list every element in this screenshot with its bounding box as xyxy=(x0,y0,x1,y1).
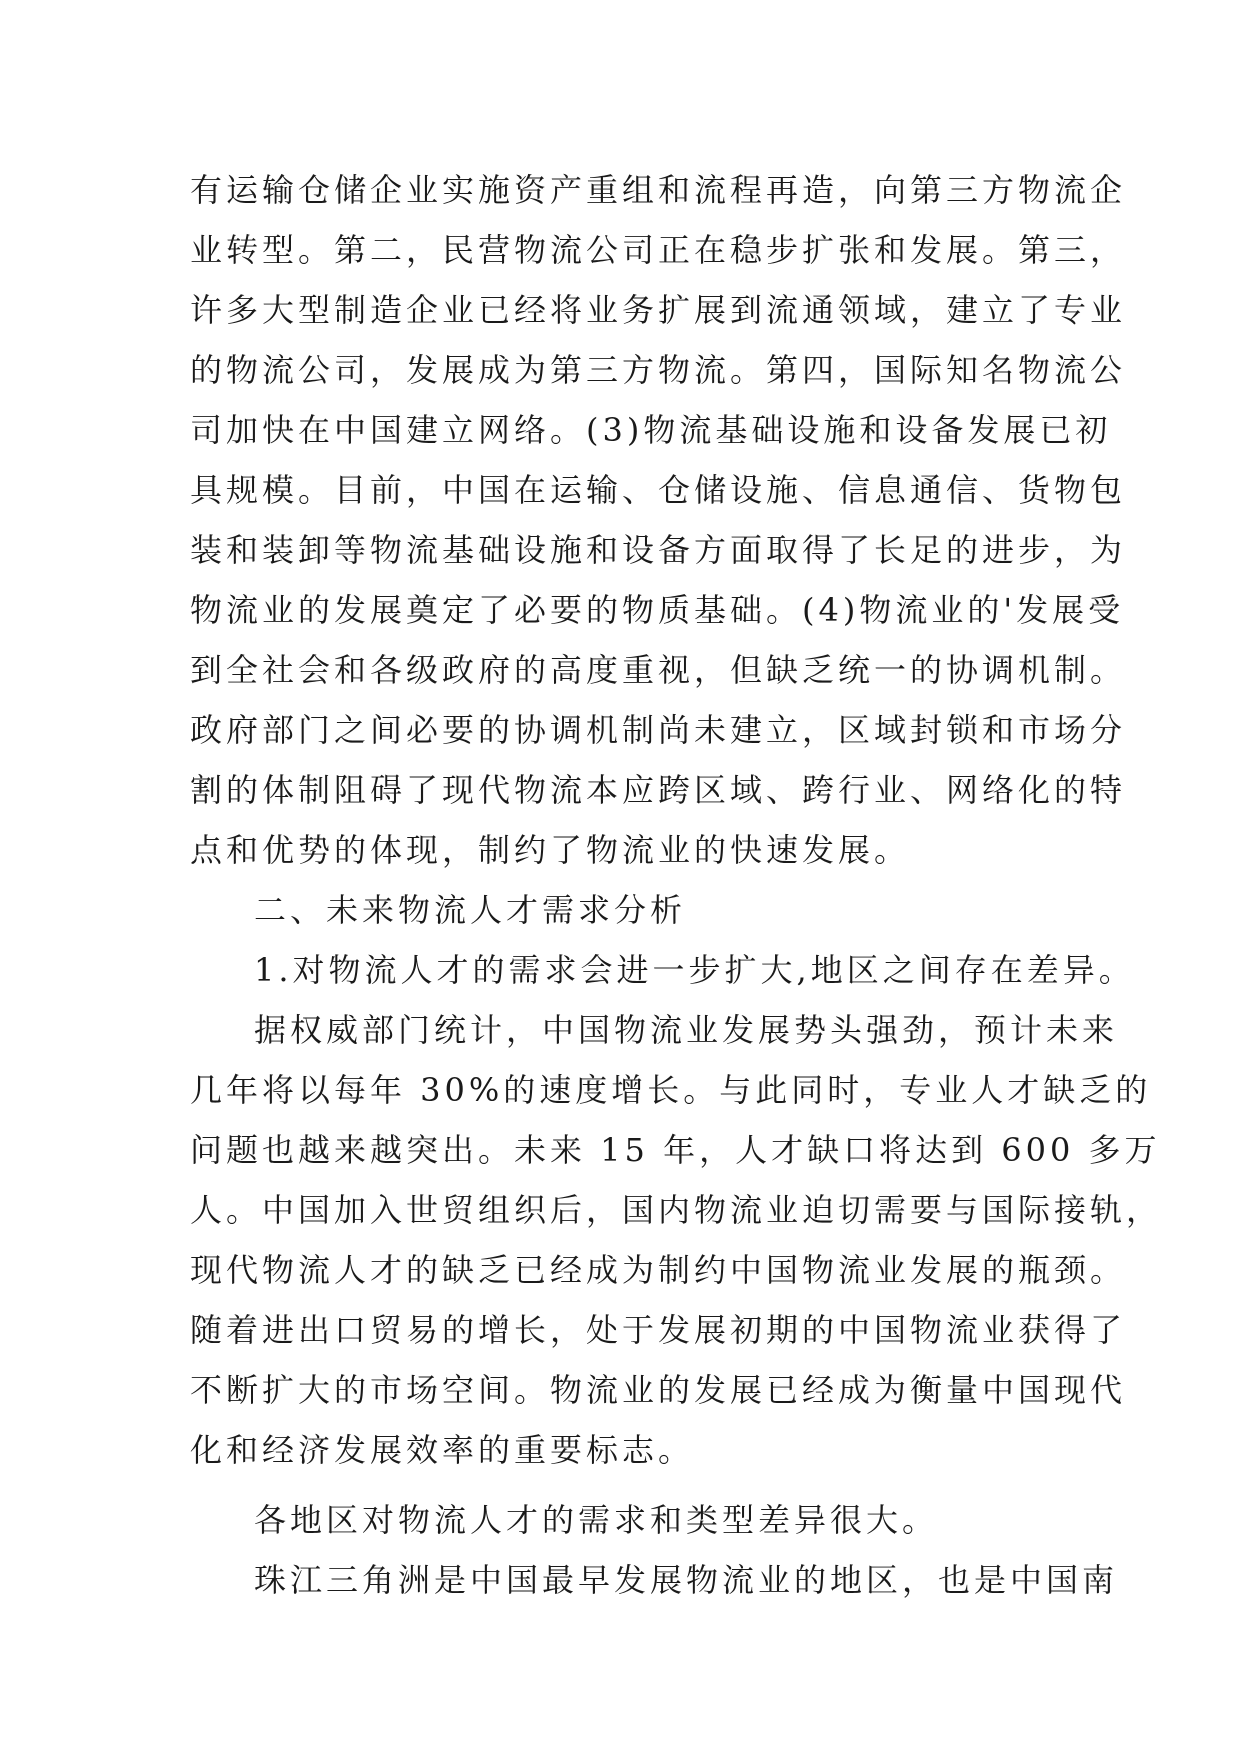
text-line: 不断扩大的市场空间。物流业的发展已经成为衡量中国现代 xyxy=(190,1371,1127,1409)
text-line: 到全社会和各级政府的高度重视，但缺乏统一的协调机制。 xyxy=(190,651,1127,689)
text-line: 点和优势的体现，制约了物流业的快速发展。 xyxy=(190,831,911,869)
text-line: 随着进出口贸易的增长，处于发展初期的中国物流业获得了 xyxy=(190,1311,1127,1349)
text-line: 有运输仓储企业实施资产重组和流程再造，向第三方物流企 xyxy=(190,171,1127,209)
text-line: 装和装卸等物流基础设施和设备方面取得了长足的进步，为 xyxy=(190,531,1127,569)
text-line: 几年将以每年 30%的速度增长。与此同时，专业人才缺乏的 xyxy=(190,1071,1152,1109)
text-line: 珠江三角洲是中国最早发展物流业的地区，也是中国南 xyxy=(254,1561,1119,1599)
document-body xyxy=(190,160,1163,1610)
text-line: 业转型。第二，民营物流公司正在稳步扩张和发展。第三， xyxy=(190,231,1127,269)
text-line: 各地区对物流人才的需求和类型差异很大。 xyxy=(254,1501,939,1539)
section-heading: 二、未来物流人才需求分析 xyxy=(254,891,687,929)
text-line: 人。中国加入世贸组织后，国内物流业迫切需要与国际接轨， xyxy=(190,1191,1163,1229)
text-line: 司加快在中国建立网络。(3)物流基础设施和设备发展已初 xyxy=(190,411,1112,449)
text-line: 具规模。目前，中国在运输、仓储设施、信息通信、货物包 xyxy=(190,471,1127,509)
text-line: 据权威部门统计，中国物流业发展势头强劲，预计未来 xyxy=(254,1011,1119,1049)
text-line: 物流业的发展奠定了必要的物质基础。(4)物流业的'发展受 xyxy=(190,591,1125,629)
text-line: 政府部门之间必要的协调机制尚未建立，区域封锁和市场分 xyxy=(190,711,1127,749)
text-line: 割的体制阻碍了现代物流本应跨区域、跨行业、网络化的特 xyxy=(190,771,1127,809)
text-line: 许多大型制造企业已经将业务扩展到流通领域，建立了专业 xyxy=(190,291,1127,329)
paragraph-gap xyxy=(190,1480,1070,1490)
subsection-heading: 1.对物流人才的需求会进一步扩大,地区之间存在差异。 xyxy=(254,951,1135,989)
text-line: 问题也越来越突出。未来 15 年，人才缺口将达到 600 多万 xyxy=(190,1131,1161,1169)
text-line: 的物流公司，发展成为第三方物流。第四，国际知名物流公 xyxy=(190,351,1127,389)
text-line: 化和经济发展效率的重要标志。 xyxy=(190,1431,695,1469)
text-line: 现代物流人才的缺乏已经成为制约中国物流业发展的瓶颈。 xyxy=(190,1251,1127,1289)
